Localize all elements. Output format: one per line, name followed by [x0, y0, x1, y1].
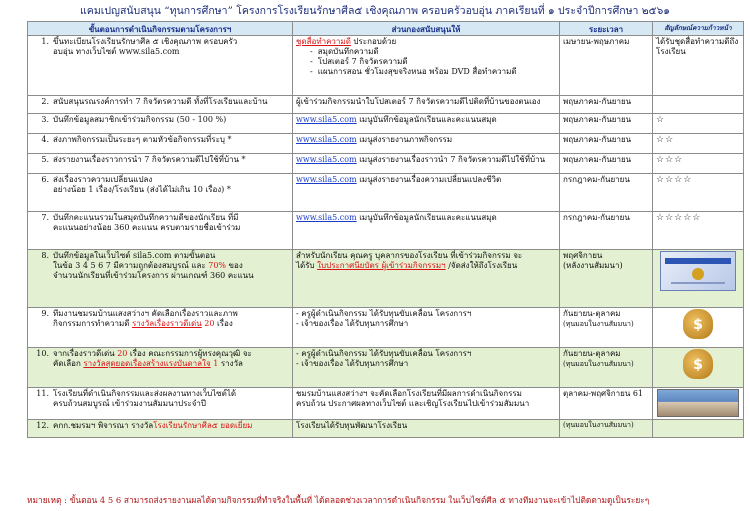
table-header-row: [28, 22, 744, 36]
header-steps: ขั้นตอนการดำเนินกิจกรรมตามโครงการฯ: [28, 22, 293, 36]
symbol-cell: [653, 388, 744, 420]
star-rating: ☆: [653, 114, 744, 134]
star-rating: ☆☆: [653, 134, 744, 154]
support-cell: - ครูผู้ดำเนินกิจกรรม ได้รับทุนขับเคลื่อน โครงการฯ - เจ้าของเรื่อง ได้รับทุนการศึกษา: [293, 308, 560, 348]
support-cell: www.sila5.com เมนูบันทึกข้อมูลนักเรียนและคะแนนสมุด: [293, 212, 560, 250]
support-cell: โรงเรียนได้รับทุนพัฒนาโรงเรียน: [293, 420, 560, 438]
table-row: [28, 114, 744, 134]
table-row: [28, 36, 744, 96]
step-cell: 3. บันทึกข้อมูลสมาชิกเข้าร่วมกิจกรรม (50 - 100 %): [28, 114, 293, 134]
period-cell: กันยายน-ตุลาคม (ทุนมอบในงานสัมมนา): [560, 348, 653, 388]
symbol-cell: [653, 420, 744, 438]
support-cell: ชุดสื่อทำความดี ประกอบด้วย - สมุดบันทึกความดี - โปสเตอร์ 7 กิจวัตรความดี - แผนการสอน ชั่วโมงสุขจริงหนอ พร้อม DVD สื่อทำความดี: [293, 36, 560, 96]
step-cell: 8. บันทึกข้อมูลในเว็บไซต์ sila5.com ตามขั้นตอน ในข้อ 3 4 5 6 7 มีความถูกต้องสมบูรณ์ และ 70% ของ จำนวนนักเรียนที่เข้าร่วมโครงการ ผ่านเกณฑ์ 360 คะแนน: [28, 250, 293, 308]
star-rating: ☆☆☆☆: [653, 174, 744, 212]
sila5-link[interactable]: www.sila5.com: [296, 135, 357, 144]
star-rating: ☆☆☆: [653, 154, 744, 174]
symbol-cell: ได้รับชุดสื่อทำความดีถึงโรงเรียน: [653, 36, 744, 96]
step-cell: 12. คกก.ชมรมฯ พิจารณา รางวัลโรงเรียนรักษาศีล๕ ยอดเยี่ยม: [28, 420, 293, 438]
table-row: [28, 134, 744, 154]
step-cell: 5. ส่งรายงานเรื่องราวการนำ 7 กิจวัตรความดีไปใช้ที่บ้าน *: [28, 154, 293, 174]
table-row: [28, 348, 744, 388]
step-cell: 4. ส่งภาพกิจกรรมเป็นระยะๆ ตามหัวข้อกิจกรรมที่ระบุ *: [28, 134, 293, 154]
period-cell: เมษายน-พฤษภาคม: [560, 36, 653, 96]
support-cell: ชมรมบ้านแสงสว่างฯ จะคัดเลือกโรงเรียนที่มีผลการดำเนินกิจกรรม ครบถ้วน ประกาศผลทางเว็บไซต์ และเชิญโรงเรียนไปเข้าร่วมสัมมนา: [293, 388, 560, 420]
support-cell: ผู้เข้าร่วมกิจกรรมนำใบโปสเตอร์ 7 กิจวัตรความดีไปติดที่บ้านของตนเอง: [293, 96, 560, 114]
period-cell: กรกฎาคม-กันยายน: [560, 212, 653, 250]
step-cell: 6. ส่งเรื่องราวความเปลี่ยนแปลง อย่างน้อย 1 เรื่อง/โรงเรียน (ส่งได้ไม่เกิน 10 เรื่อง) *: [28, 174, 293, 212]
money-bag-image: $: [683, 309, 713, 339]
support-cell: www.sila5.com เมนูส่งรายงานเรื่องความเปลี่ยนแปลงชีวิต: [293, 174, 560, 212]
table-row: [28, 308, 744, 348]
period-cell: พฤศจิกายน (หลังงานสัมมนา): [560, 250, 653, 308]
table-row: [28, 154, 744, 174]
step-cell: 7. บันทึกคะแนนรวมในสมุดบันทึกความดีของนักเรียน ที่มี คะแนนอย่างน้อย 360 คะแนน ครบตามรายชื่อเข้าร่วม: [28, 212, 293, 250]
period-cell: พฤษภาคม-กันยายน: [560, 114, 653, 134]
table-row: [28, 388, 744, 420]
period-cell: ตุลาคม-พฤศจิกายน 61: [560, 388, 653, 420]
header-symbol: สัญลักษณ์ความก้าวหน้า: [653, 22, 744, 36]
row-number: 1.: [41, 37, 49, 46]
sila5-link[interactable]: www.sila5.com: [296, 213, 357, 222]
header-period: ระยะเวลา: [560, 22, 653, 36]
period-cell: กรกฎาคม-กันยายน: [560, 174, 653, 212]
period-cell: (ทุนมอบในงานสัมมนา): [560, 420, 653, 438]
period-cell: พฤษภาคม-กันยายน: [560, 134, 653, 154]
step-cell: 9. ทีมงานชมรมบ้านแสงสว่างฯ คัดเลือกเรื่องราวและภาพ กิจกรรมการทำความดี รางวัลเรื่องราวดีเด่น 20 เรื่อง: [28, 308, 293, 348]
star-rating: ☆☆☆☆☆: [653, 212, 744, 250]
step-cell: 2. สนับสนุนรณรงค์การทำ 7 กิจวัตรความดี ทั้งที่โรงเรียนและบ้าน: [28, 96, 293, 114]
support-cell: สำหรับนักเรียน คุณครู บุคลากรของโรงเรียน ที่เข้าร่วมกิจกรรม จะ ได้รับ ใบประกาศนียบัตร ผู้เข้าร่วมกิจกรรมฯ /จัดส่งให้ถึงโรงเรียน: [293, 250, 560, 308]
support-cell: - ครูผู้ดำเนินกิจกรรม ได้รับทุนขับเคลื่อน โครงการฯ - เจ้าของเรื่อง ได้รับทุนการศึกษา: [293, 348, 560, 388]
period-cell: พฤษภาคม-กันยายน: [560, 96, 653, 114]
sila5-link[interactable]: www.sila5.com: [296, 115, 357, 124]
symbol-cell: [653, 96, 744, 114]
step-cell: 10. จากเรื่องราวดีเด่น 20 เรื่อง คณะกรรมการผู้ทรงคุณวุฒิ จะ คัดเลือก รางวัลสุดยอดเรื่องสร้างแรงบันดาลใจ 1 รางวัล: [28, 348, 293, 388]
support-cell: www.sila5.com เมนูส่งรายงานเรื่องราวนำ 7 กิจวัตรความดีไปใช้ที่บ้าน: [293, 154, 560, 174]
support-cell: www.sila5.com เมนูบันทึกข้อมูลนักเรียนและคะแนนสมุด: [293, 114, 560, 134]
header-support: ส่วนกองสนับสนุนให้: [293, 22, 560, 36]
support-cell: www.sila5.com เมนูส่งรายงานภาพกิจกรรม: [293, 134, 560, 154]
page-title: แคมเปญสนับสนุน “ทุนการศึกษา” โครงการโรงเรียนรักษาศีล๕ เชิงคุณภาพ ครอบครัวอบอุ่น ภาคเรียนที่ ๑ ประจำปีการศึกษา ๒๕๖๑: [80, 5, 670, 17]
period-cell: กันยายน-ตุลาคม (ทุนมอบในงานสัมมนา): [560, 308, 653, 348]
table-row: [28, 212, 744, 250]
table-row: [28, 250, 744, 308]
sila5-link[interactable]: www.sila5.com: [296, 175, 357, 184]
sila5-link[interactable]: www.sila5.com: [296, 155, 357, 164]
period-cell: พฤษภาคม-กันยายน: [560, 154, 653, 174]
symbol-cell: [653, 250, 744, 308]
footnote: หมายเหตุ : ขั้นตอน 4 5 6 สามารถส่งรายงานผลได้ตามกิจกรรมที่ทำจริงในพื้นที่ ได้ตลอดช่วงเวลาการดำเนินกิจกรรม ในเว็บไซต์ศีล ๕ ทางทีมงานจะเข้าไปติดตามดูเป็นระยะๆ: [27, 495, 650, 505]
certificate-image: [660, 251, 736, 291]
table-row: [28, 96, 744, 114]
table-row: [28, 174, 744, 212]
step-cell: 1. ขึ้นทะเบียนโรงเรียนรักษาศีล ๕ เชิงคุณภาพ ครอบครัว อบอุ่น ทางเว็บไซต์ www.sila5.com: [28, 36, 293, 96]
step-cell: 11. โรงเรียนที่ดำเนินกิจกรรมและส่งผลงานทางเว็บไซต์ได้ ครบถ้วนสมบูรณ์ เข้าร่วมงานสัมมนาประจำปี: [28, 388, 293, 420]
table-row: [28, 420, 744, 438]
money-bag-image: $: [683, 349, 713, 379]
group-photo-image: [657, 389, 739, 417]
progress-table: [27, 21, 744, 438]
symbol-cell: [653, 348, 744, 388]
symbol-cell: [653, 308, 744, 348]
